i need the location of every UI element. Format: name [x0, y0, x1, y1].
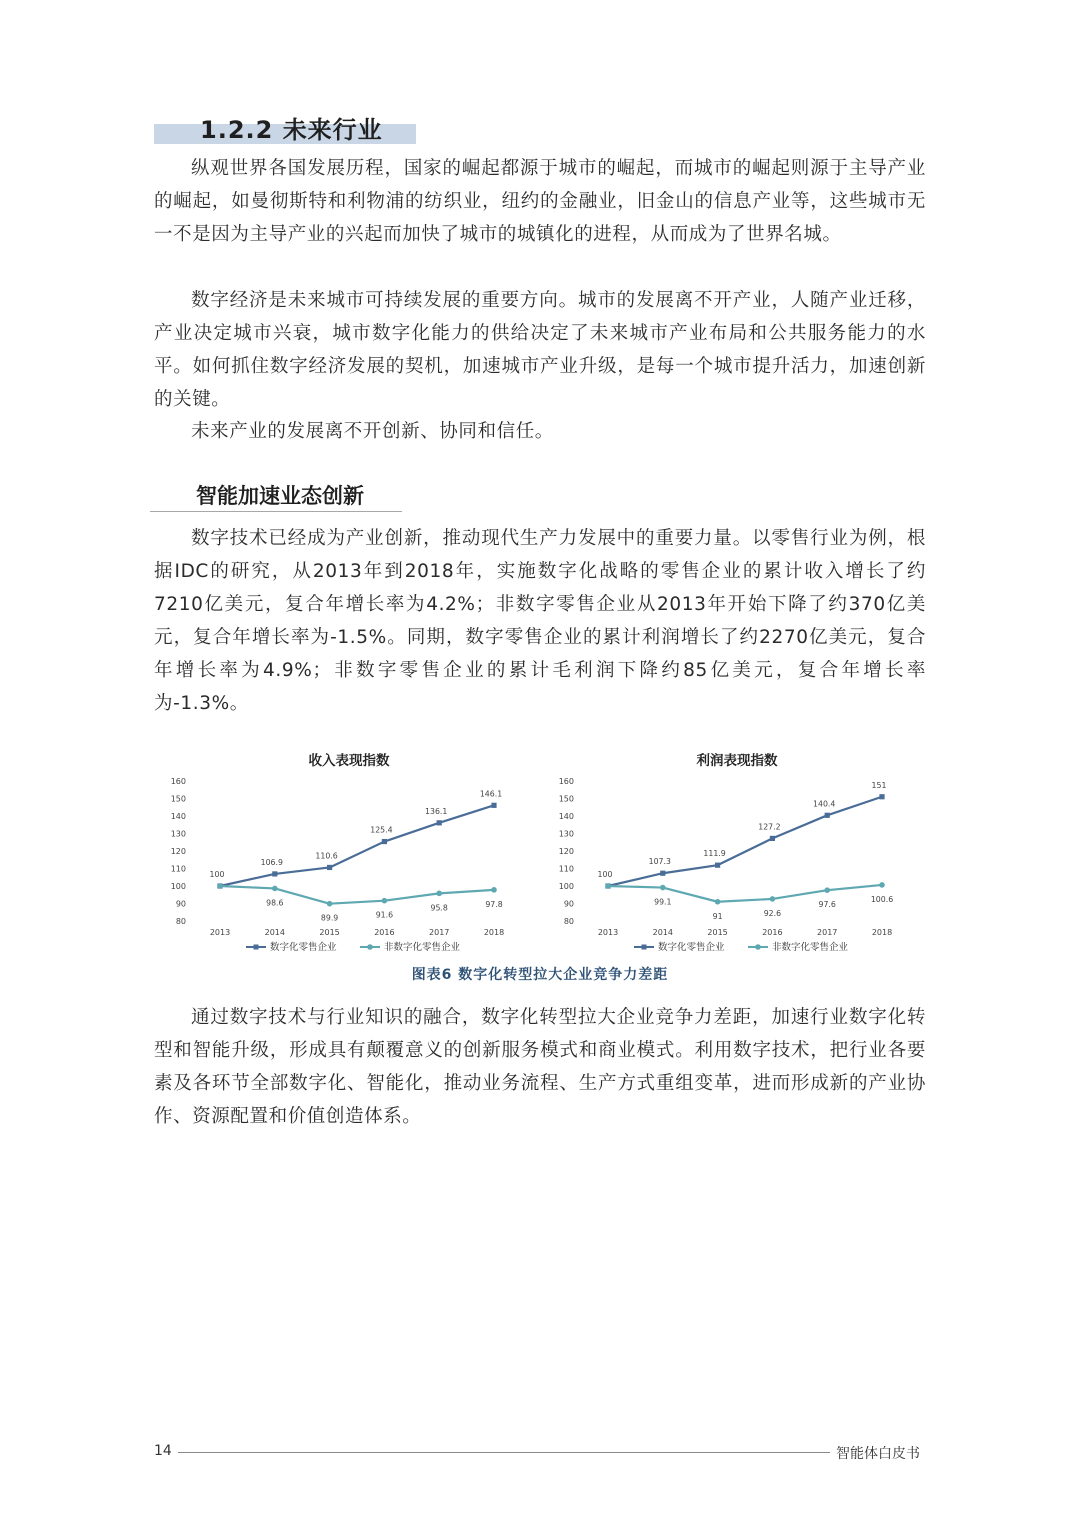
data-point-digital	[437, 820, 442, 825]
data-label: 89.9	[320, 913, 339, 923]
x-tick-label: 2017	[429, 928, 450, 937]
legend-marker	[642, 945, 647, 950]
data-label: 100	[597, 870, 613, 879]
chart-revenue-svg	[164, 745, 534, 963]
data-point-digital	[879, 794, 884, 799]
data-label: 151	[871, 780, 887, 790]
x-tick-label: 2015	[707, 928, 728, 937]
data-label: 95.8	[430, 903, 448, 913]
chart-profit-svg	[552, 745, 922, 963]
data-label: 125.4	[370, 825, 393, 835]
chart-profit	[552, 745, 922, 963]
data-point-digital	[825, 813, 830, 818]
y-tick-label: 90	[175, 899, 186, 909]
data-label: 100.6	[870, 894, 894, 904]
legend-marker	[254, 945, 259, 950]
data-label: 136.1	[425, 806, 448, 816]
section-heading	[154, 110, 416, 144]
y-tick-label: 150	[170, 794, 186, 804]
y-tick-label: 150	[558, 794, 574, 804]
data-label: 110.6	[315, 851, 338, 861]
data-point-digital	[272, 871, 277, 876]
series-line-digital	[608, 797, 882, 886]
paragraph-subsection: 数字技术已经成为产业创新，推动现代生产力发展中的重要力量。以零售行业为例，根据IDC的研究，从2013年到2018年，实施数字化战略的零售企业的累计收入增长了约7210亿美元，复合年增长率为4.2%；非数字零售企业从2013年开始下降了约370亿美元，复合年增长率为-1.5%。同期，数字零售企业的累计利润增长了约2270亿美元，复合年增长率为4.9%；非数字零售企业的累计毛利润下降约85亿美元，复合年增长率为-1.3%。	[154, 528, 926, 714]
data-point-non-digital	[824, 887, 830, 893]
series-line-non-digital	[608, 885, 882, 902]
data-label: 111.9	[703, 849, 726, 859]
footer-rule	[178, 1452, 830, 1453]
y-tick-label: 120	[558, 847, 574, 856]
subsection-title: 智能加速业态创新	[196, 484, 364, 508]
data-point-non-digital	[436, 891, 442, 897]
x-tick-label: 2014	[652, 928, 673, 937]
chart-title: 利润表现指数	[696, 753, 778, 769]
y-tick-label: 140	[558, 812, 574, 821]
legend-marker	[755, 944, 761, 950]
y-tick-label: 100	[170, 882, 186, 891]
chart-revenue	[164, 745, 534, 963]
footer-book-title: 智能体白皮书	[836, 1446, 920, 1462]
data-point-digital	[770, 836, 775, 841]
x-tick-label: 2013	[209, 928, 231, 937]
paragraph-intro-2: 数字经济是未来城市可持续发展的重要方向。城市的发展离不开产业，人随产业迁移，产业决定城市兴衰，城市数字化能力的供给决定了未来城市产业布局和公共服务能力的水平。如何抓住数字经济发展的契机，加速城市产业升级，是每一个城市提升活力，加速创新的关键。	[154, 290, 926, 410]
data-label: 91	[712, 911, 723, 921]
data-label: 127.2	[758, 822, 781, 832]
figure-caption: 图表6 数字化转型拉大企业竞争力差距	[411, 967, 669, 983]
y-tick-label: 130	[170, 829, 186, 839]
x-tick-label: 2013	[597, 928, 619, 937]
y-tick-label: 80	[563, 917, 574, 926]
series-line-non-digital	[220, 886, 494, 904]
y-tick-label: 160	[170, 777, 186, 786]
y-tick-label: 80	[175, 917, 186, 926]
data-label: 97.8	[485, 899, 503, 909]
subsection-underline	[150, 511, 402, 512]
data-label: 146.1	[479, 789, 503, 799]
data-label: 99.1	[654, 897, 672, 907]
data-label: 91.6	[375, 910, 394, 920]
data-point-digital	[715, 863, 720, 868]
x-tick-label: 2015	[319, 928, 340, 937]
data-label: 97.6	[818, 900, 836, 910]
legend-label: 非数字化零售企业	[384, 942, 461, 953]
legend-marker	[367, 944, 373, 950]
y-tick-label: 120	[170, 847, 186, 856]
data-point-non-digital	[605, 883, 611, 889]
y-tick-label: 90	[563, 899, 574, 909]
y-tick-label: 140	[170, 812, 186, 821]
legend-label: 非数字化零售企业	[772, 942, 849, 953]
data-point-digital	[660, 871, 665, 876]
data-label: 92.6	[763, 908, 782, 918]
paragraph-intro-1: 纵观世界各国发展历程，国家的崛起都源于城市的崛起，而城市的崛起则源于主导产业的崛起，如曼彻斯特和利物浦的纺织业，纽约的金融业，旧金山的信息产业等，这些城市无一不是因为主导产业的兴起而加快了城市的城镇化的进程，从而成为了世界名城。	[154, 158, 926, 245]
x-tick-label: 2014	[264, 928, 285, 937]
y-tick-label: 110	[170, 864, 186, 874]
series-line-digital	[220, 805, 494, 886]
legend-label: 数字化零售企业	[270, 942, 337, 953]
data-point-non-digital	[715, 899, 721, 905]
data-point-non-digital	[879, 882, 885, 888]
data-point-non-digital	[327, 901, 333, 907]
y-tick-label: 100	[558, 882, 574, 891]
data-point-digital	[382, 839, 387, 844]
x-tick-label: 2018	[871, 928, 893, 937]
data-label: 106.9	[260, 857, 283, 867]
legend-label: 数字化零售企业	[658, 942, 725, 953]
section-title: 1.2.2 未来行业	[200, 116, 383, 144]
data-label: 98.6	[266, 898, 284, 908]
y-tick-label: 160	[558, 777, 574, 786]
x-tick-label: 2017	[817, 928, 838, 937]
x-tick-label: 2016	[762, 928, 783, 937]
paragraph-intro-3: 未来产业的发展离不开创新、协同和信任。	[191, 421, 554, 442]
x-tick-label: 2018	[483, 928, 505, 937]
data-point-digital	[491, 803, 496, 808]
data-label: 140.4	[813, 799, 836, 809]
paragraph-after-figure: 通过数字技术与行业知识的融合，数字化转型拉大企业竞争力差距，加速行业数字化转型和智能升级，形成具有颠覆意义的创新服务模式和商业模式。利用数字技术，把行业各要素及各环节全部数字化、智能化，推动业务流程、生产方式重组变革，进而形成新的产业协作、资源配置和价值创造体系。	[154, 1007, 926, 1127]
data-label: 100	[209, 870, 225, 879]
data-point-non-digital	[491, 887, 497, 893]
data-point-digital	[327, 865, 332, 870]
x-tick-label: 2016	[374, 928, 395, 937]
data-point-non-digital	[770, 896, 776, 902]
y-tick-label: 110	[558, 864, 574, 874]
page-number: 14	[154, 1443, 172, 1459]
y-tick-label: 130	[558, 829, 574, 839]
data-point-non-digital	[382, 898, 388, 904]
data-point-non-digital	[217, 883, 223, 889]
data-point-non-digital	[660, 885, 666, 891]
chart-title: 收入表现指数	[308, 753, 390, 769]
data-label: 107.3	[648, 857, 671, 867]
data-point-non-digital	[272, 886, 278, 892]
